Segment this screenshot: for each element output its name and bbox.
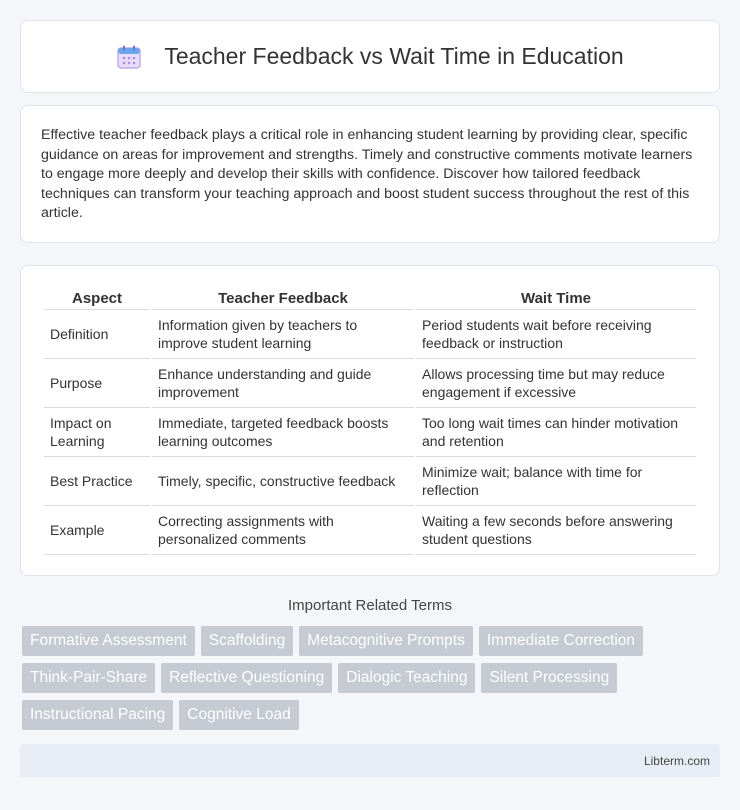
term-tag[interactable]: Reflective Questioning [161,663,332,693]
related-terms-title: Important Related Terms [288,597,452,614]
cell-teacher-feedback: Enhance understanding and guide improvement [152,359,414,408]
term-tag[interactable]: Immediate Correction [479,626,643,656]
header-wait-time: Wait Time [416,286,696,310]
intro-card [20,105,720,243]
term-tag[interactable]: Scaffolding [201,626,293,656]
cell-wait-time: Waiting a few seconds before answering student questions [416,506,696,555]
term-tag[interactable]: Instructional Pacing [22,700,173,730]
cell-teacher-feedback: Timely, specific, constructive feedback [152,457,414,506]
table-header-row [44,286,696,310]
table-row [44,359,696,408]
cell-aspect: Example [44,506,150,555]
term-tag[interactable]: Metacognitive Prompts [299,626,473,656]
term-tag[interactable]: Formative Assessment [22,626,195,656]
cell-wait-time: Allows processing time but may reduce engagement if excessive [416,359,696,408]
cell-teacher-feedback: Information given by teachers to improve student learning [152,310,414,359]
table-row [44,457,696,506]
table-row [44,408,696,457]
cell-teacher-feedback: Immediate, targeted feedback boosts learning outcomes [152,408,414,457]
term-tag[interactable]: Dialogic Teaching [338,663,475,693]
cell-teacher-feedback: Correcting assignments with personalized comments [152,506,414,555]
comparison-table [42,286,698,555]
cell-aspect: Best Practice [44,457,150,506]
table-row [44,310,696,359]
term-tag[interactable]: Think-Pair-Share [22,663,155,693]
calendar-icon [116,44,142,70]
footer-site-link[interactable]: Libterm.com [643,753,710,768]
cell-wait-time: Minimize wait; balance with time for reflection [416,457,696,506]
header-aspect: Aspect [44,286,150,310]
cell-aspect: Impact on Learning [44,408,150,457]
cell-aspect: Definition [44,310,150,359]
term-tag[interactable]: Silent Processing [481,663,617,693]
cell-wait-time: Too long wait times can hinder motivation and retention [416,408,696,457]
related-terms-list [22,626,718,730]
title-card [20,20,720,93]
comparison-card [20,265,720,576]
term-tag[interactable]: Cognitive Load [179,700,298,730]
intro-text: Effective teacher feedback plays a critical role in enhancing student learning by providing clear, specific guidance on areas for improvement and strengths. Timely and constructive comments motivate learners to engage more deeply and develop their skills with confidence. Discover how tailored feedback techniques can transform your teaching approach and boost student success throughout the rest of this article. [41,127,693,222]
header-teacher-feedback: Teacher Feedback [152,286,414,310]
page-title: Teacher Feedback vs Wait Time in Education [164,43,624,69]
footer [20,744,720,777]
cell-aspect: Purpose [44,359,150,408]
table-row [44,506,696,555]
cell-wait-time: Period students wait before receiving feedback or instruction [416,310,696,359]
